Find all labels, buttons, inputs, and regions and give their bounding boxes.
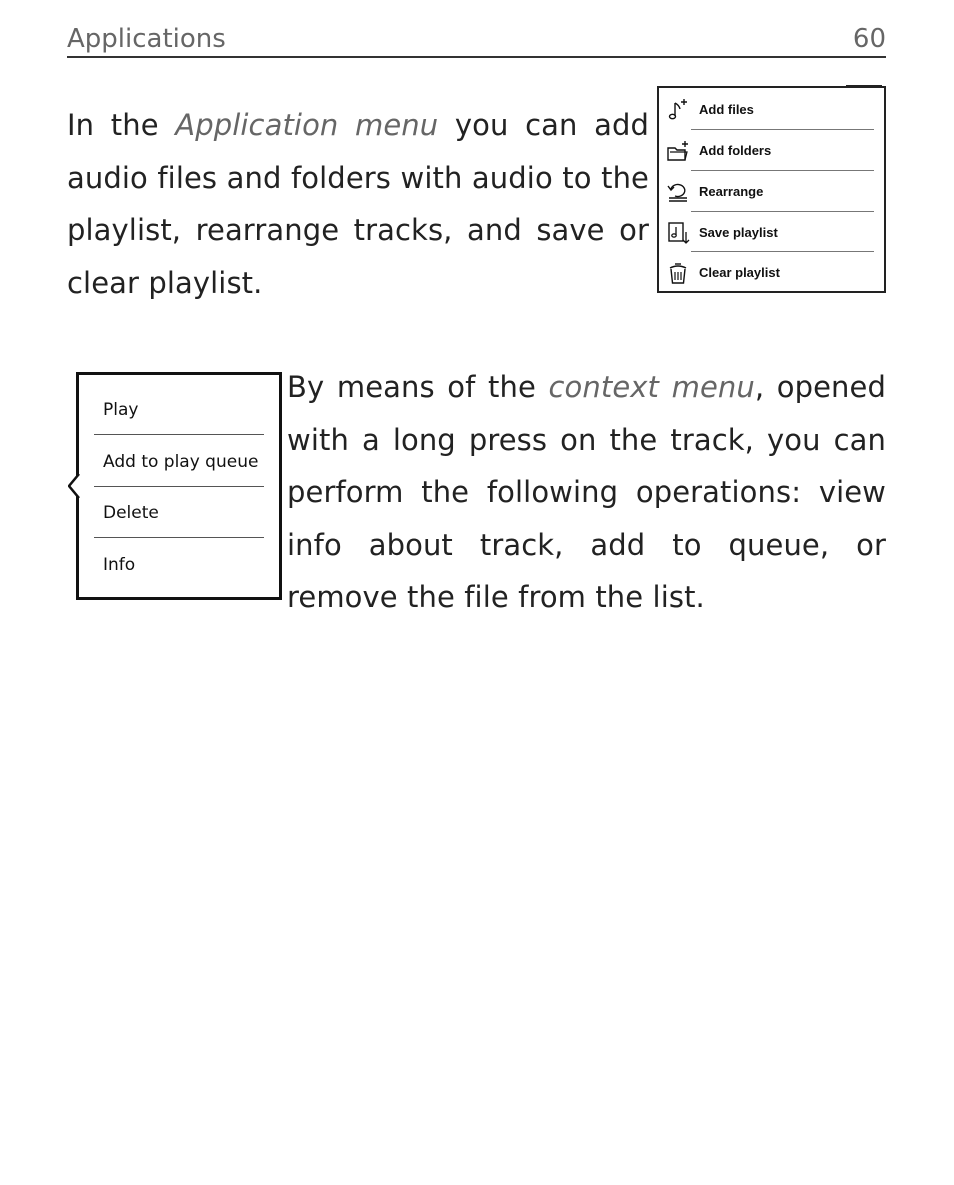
context-menu-paragraph [287,361,886,624]
clear-playlist-item[interactable] [663,252,875,293]
para2-text-start: By means of the [287,370,549,404]
context-menu-divider [94,434,264,435]
context-info-item[interactable]: Info [103,555,136,575]
trash-icon [663,259,693,287]
page-header [67,22,886,58]
application-menu-screenshot [657,86,886,293]
save-playlist-icon [663,219,693,247]
add-files-item[interactable] [663,89,875,130]
para1-text-end: you can add audio files and folders with audio to the playlist, rearrange tracks, and save or clear playlist. [67,108,649,300]
page-number: 60 [852,24,886,54]
para2-emphasis: context menu [548,370,755,404]
add-music-note-icon [663,96,693,124]
context-menu-divider [94,537,264,538]
context-play-item[interactable]: Play [103,400,139,420]
para1-text-start: In the [67,108,176,142]
context-add-queue-item[interactable]: Add to play queue [103,452,259,472]
section-title: Applications [67,24,226,54]
context-delete-item[interactable]: Delete [103,503,159,523]
add-folders-label: Add folders [699,143,772,158]
add-folder-icon [663,137,693,165]
context-menu-screenshot [76,372,282,600]
para2-text-end: , opened with a long press on the track, you can perform the following operations: view info about track, add to queue, or remove the file from the list. [287,370,886,614]
clear-playlist-label: Clear playlist [699,265,780,280]
rearrange-item[interactable] [663,171,875,212]
save-playlist-item[interactable] [663,212,875,253]
save-playlist-label: Save playlist [699,225,778,240]
para1-emphasis: Application menu [175,108,439,142]
rearrange-label: Rearrange [699,184,764,199]
menu-tab-marker [846,85,882,88]
rearrange-icon [663,178,693,206]
add-files-label: Add files [699,102,754,117]
context-menu-pointer [68,474,82,498]
context-menu-divider [94,486,264,487]
add-folders-item[interactable] [663,130,875,171]
application-menu-paragraph [67,99,649,309]
